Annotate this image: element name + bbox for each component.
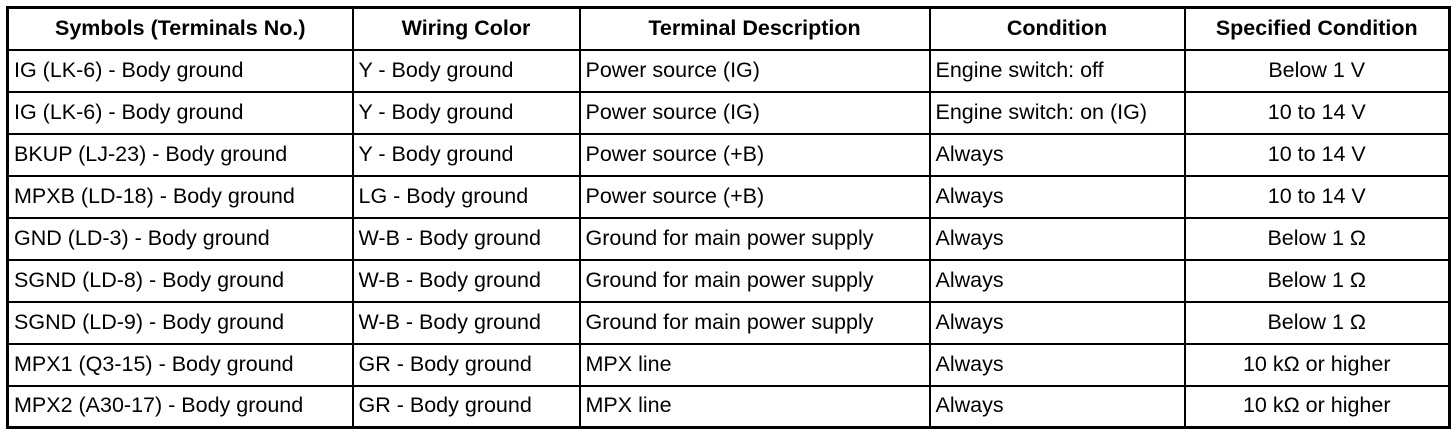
cell-wiring-color: W-B - Body ground	[353, 260, 580, 302]
cell-symbols: MPX2 (A30-17) - Body ground	[8, 386, 353, 428]
cell-condition: Always	[930, 302, 1185, 344]
table-row	[8, 302, 1450, 344]
column-header-specified-condition: Specified Condition	[1185, 8, 1450, 50]
cell-wiring-color: Y - Body ground	[353, 50, 580, 92]
cell-symbols: MPXB (LD-18) - Body ground	[8, 176, 353, 218]
cell-wiring-color: GR - Body ground	[353, 344, 580, 386]
cell-condition: Engine switch: on (IG)	[930, 92, 1185, 134]
cell-terminal-description: Ground for main power supply	[580, 260, 930, 302]
cell-symbols: IG (LK-6) - Body ground	[8, 50, 353, 92]
cell-specified-condition: 10 to 14 V	[1185, 92, 1450, 134]
cell-terminal-description: Power source (+B)	[580, 134, 930, 176]
cell-wiring-color: GR - Body ground	[353, 386, 580, 428]
cell-wiring-color: Y - Body ground	[353, 92, 580, 134]
cell-specified-condition: Below 1 Ω	[1185, 218, 1450, 260]
cell-terminal-description: MPX line	[580, 386, 930, 428]
cell-condition: Always	[930, 134, 1185, 176]
cell-condition: Always	[930, 344, 1185, 386]
cell-condition: Always	[930, 176, 1185, 218]
column-header-wiring-color: Wiring Color	[353, 8, 580, 50]
cell-wiring-color: LG - Body ground	[353, 176, 580, 218]
cell-specified-condition: Below 1 Ω	[1185, 260, 1450, 302]
cell-terminal-description: Power source (IG)	[580, 92, 930, 134]
cell-specified-condition: 10 to 14 V	[1185, 134, 1450, 176]
cell-condition: Always	[930, 386, 1185, 428]
table-row	[8, 92, 1450, 134]
column-header-symbols: Symbols (Terminals No.)	[8, 8, 353, 50]
table-row	[8, 176, 1450, 218]
cell-symbols: IG (LK-6) - Body ground	[8, 92, 353, 134]
table-header-row	[8, 8, 1450, 50]
table-row	[8, 260, 1450, 302]
cell-symbols: MPX1 (Q3-15) - Body ground	[8, 344, 353, 386]
column-header-condition: Condition	[930, 8, 1185, 50]
table-row	[8, 344, 1450, 386]
cell-condition: Engine switch: off	[930, 50, 1185, 92]
cell-symbols: SGND (LD-9) - Body ground	[8, 302, 353, 344]
cell-wiring-color: W-B - Body ground	[353, 218, 580, 260]
table-row	[8, 50, 1450, 92]
terminal-specification-table	[6, 6, 1451, 429]
cell-terminal-description: Ground for main power supply	[580, 302, 930, 344]
cell-terminal-description: Ground for main power supply	[580, 218, 930, 260]
table-row	[8, 218, 1450, 260]
table-row	[8, 386, 1450, 428]
cell-condition: Always	[930, 260, 1185, 302]
cell-specified-condition: Below 1 Ω	[1185, 302, 1450, 344]
cell-wiring-color: W-B - Body ground	[353, 302, 580, 344]
cell-symbols: GND (LD-3) - Body ground	[8, 218, 353, 260]
cell-terminal-description: Power source (IG)	[580, 50, 930, 92]
cell-specified-condition: Below 1 V	[1185, 50, 1450, 92]
column-header-terminal-description: Terminal Description	[580, 8, 930, 50]
cell-terminal-description: Power source (+B)	[580, 176, 930, 218]
cell-wiring-color: Y - Body ground	[353, 134, 580, 176]
cell-condition: Always	[930, 218, 1185, 260]
table-row	[8, 134, 1450, 176]
cell-specified-condition: 10 kΩ or higher	[1185, 344, 1450, 386]
cell-symbols: SGND (LD-8) - Body ground	[8, 260, 353, 302]
cell-specified-condition: 10 kΩ or higher	[1185, 386, 1450, 428]
cell-specified-condition: 10 to 14 V	[1185, 176, 1450, 218]
cell-terminal-description: MPX line	[580, 344, 930, 386]
cell-symbols: BKUP (LJ-23) - Body ground	[8, 134, 353, 176]
